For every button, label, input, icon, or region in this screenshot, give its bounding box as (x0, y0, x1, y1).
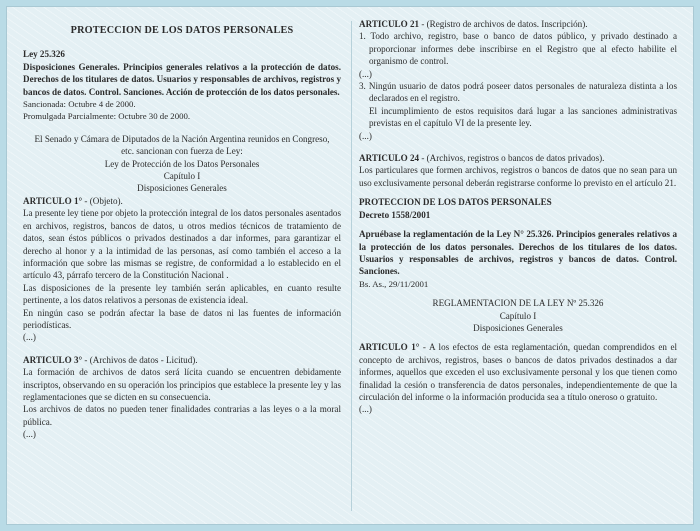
article-21-heading: ARTICULO 21 - (Registro de archivos de datos. Inscripción). (359, 19, 588, 29)
article-1-paragraph: La presente ley tiene por objeto la protección integral de los datos personales asentados en archivos, registros, bancos de datos, u otros medios técnicos de tratamiento de datos, sean éstos públicos o privados destinados a dar informes, para garantizar el derecho al honor y a la intimidad de las personas, así como también el acceso a la información que sobre las mismas se registre, de conformidad a lo establecido en el artículo 43, párrafo tercero de la Constitución Nacional . (23, 208, 341, 281)
article-3-heading: ARTICULO 3° - (Archivos de datos - Licitud). (23, 354, 198, 365)
regulation-title: REGLAMENTACION DE LA LEY Nº 25.326 (432, 298, 604, 309)
regulation-article-1: ARTICULO 1° - A los efectos de esta reglamentación, quedan comprendidos en el concepto de archivos, registros, bases o bancos de datos privados destinados a dar informes, aquellos que exceden el uso exclusivamente personal y los que tienen como finalidad la cesión o transferencia de datos personales, independientemente de que la circulación del informe o la información producida sea a título oneroso o gratuito. (359, 342, 678, 402)
preamble-line: etc. sancionan con fuerza de Ley: (121, 146, 243, 157)
article-3-paragraph: Los archivos de datos no pueden tener finalidades contrarias a las leyes o a la moral pública. (23, 404, 341, 427)
ellipsis: (...) (359, 68, 372, 79)
article-3-paragraph: La formación de archivos de datos será lícita cuando se encuentren debidamente inscriptos, observando en su operación los principios que establece la presente ley y las reglamentaciones que se dicten en su consecuencia. (23, 367, 341, 402)
left-column (23, 25, 341, 441)
regulation-subtitle: Disposiciones Generales (473, 322, 563, 333)
ellipsis: (...) (23, 429, 36, 440)
article-1-paragraph: Las disposiciones de la presente ley también serán aplicables, en cuanto resulte pertinente, a los datos relativos a personas de existencia ideal. (23, 282, 341, 306)
article-24-heading: ARTICULO 24 - (Archivos, registros o bancos de datos privados). (359, 153, 605, 164)
decree-summary: Apruébase la reglamentación de la Ley N° 25.326. Principios generales relativos a la protección de los datos personales. Derechos de los titulares de los datos. Usuarios y responsables de archivos, registros y bancos de datos. Control. Sanciones. (359, 229, 677, 277)
preamble-line: El Senado y Cámara de Diputados de la Nación Argentina reunidos en Congreso, (34, 133, 330, 144)
article-1-heading: ARTICULO 1° - (Objeto). (23, 195, 123, 206)
promulgated-date: Promulgada Parcialmente: Octubre 30 de 2000. (23, 111, 191, 122)
ellipsis: (...) (23, 332, 36, 343)
law-number: Ley 25.326 (23, 49, 65, 60)
column-divider (351, 21, 352, 511)
document-page (6, 6, 694, 525)
decree-place-date: Bs. As., 29/11/2001 (359, 278, 429, 289)
article-21-item: 1. Todo archivo, registro, base o banco de datos público, y privado destinado a proporcionar informes debe inscribirse en el Registro que al efecto habilite el organismo de control. (359, 31, 677, 67)
article-24-paragraph: Los particulares que formen archivos, registros o bancos de datos que no sean para un uso exclusivamente personal deberán registrarse conforme lo previsto en el artículo 21. (359, 165, 677, 188)
sanctioned-date: Sancionada: Octubre 4 de 2000. (23, 99, 136, 110)
ellipsis: (...) (359, 130, 372, 141)
ellipsis: (...) (359, 404, 372, 415)
article-21-item: 3. Ningún usuario de datos podrá poseer datos personales de naturaleza distinta a los declarados en el registro. (359, 81, 677, 104)
law-title: PROTECCION DE LOS DATOS PERSONALES (70, 25, 294, 36)
article-1-paragraph: En ningún caso se podrán afectar la base de datos ni las fuentes de información periodísticas. (23, 307, 341, 330)
right-column (359, 18, 677, 416)
decree-number: Decreto 1558/2001 (359, 209, 431, 220)
preamble-line: Capítulo I (163, 171, 201, 182)
regulation-chapter: Capítulo I (499, 310, 537, 321)
law-summary: Disposiciones Generales. Principios generales relativos a la protección de datos. Derechos de los titulares de datos. Usuarios y responsables de archivos, registros y bancos de datos. Control. Sanciones. Acción de protección de los datos personales. (23, 61, 341, 97)
preamble-line: Ley de Protección de los Datos Personales (104, 158, 260, 169)
preamble-line: Disposiciones Generales (137, 183, 227, 194)
article-21-item: El incumplimiento de estos requisitos dará lugar a las sanciones administrativas previstas en el capítulo VI de la presente ley. (369, 105, 677, 129)
decree-title: PROTECCION DE LOS DATOS PERSONALES (359, 197, 552, 208)
